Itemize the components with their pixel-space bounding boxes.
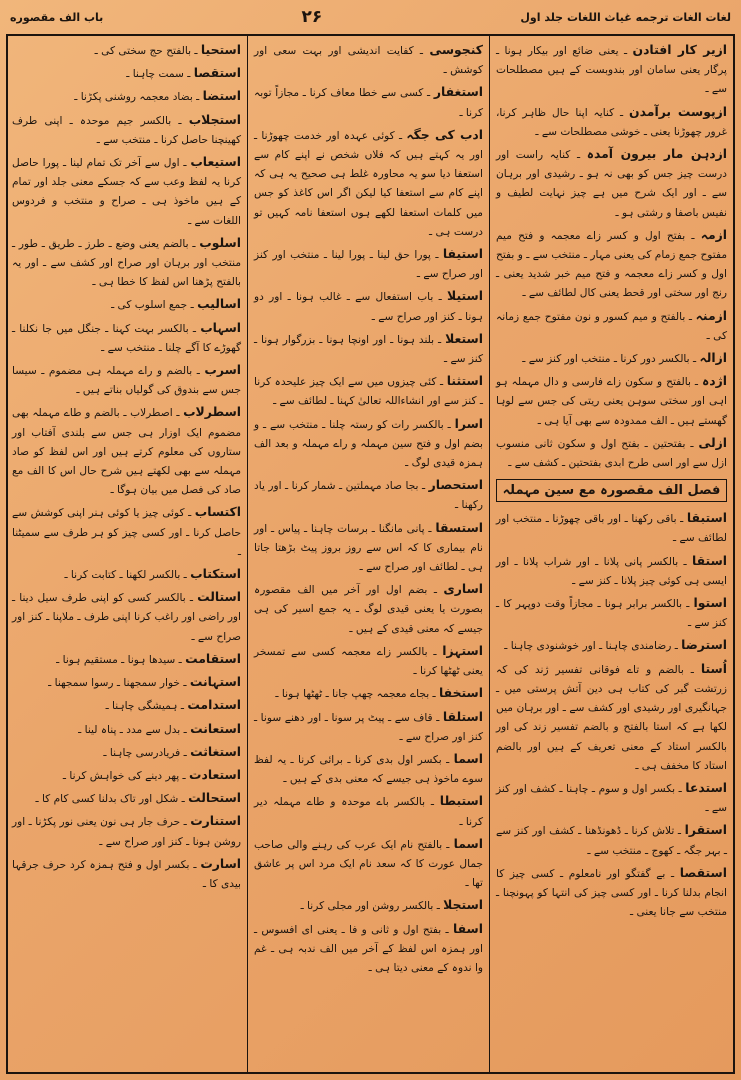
entry-definition: ـ بلند ہونا ـ اور اونچا ہونا ـ بزرگوار ہونا ـ کنز سے ـ — [254, 333, 483, 366]
entry-definition: ـ بجا صاد مہملتین ـ شمار کرنا ـ اور یاد رکھنا ـ — [254, 480, 483, 512]
entry-headword: اسما — [453, 750, 483, 766]
entry-headword: استثنا — [446, 373, 483, 389]
entry-headword: استرضا — [681, 637, 727, 653]
entry-definition: ـ پانی مانگنا ـ برسات چاہنا ـ پیاس ـ اور نام بیماری کا کہ اس سے روز بروز پیٹ بڑھتا جاتا ہی ـ لطائف اور صراح سے ـ — [254, 522, 483, 574]
entry-definition: ـ بالکسر رات کو رستہ چلنا ـ منتخب سے ـ و بضم اول و فتح سین مہملہ و راے مہملہ و بعد الف ہمزہ قیدی لوگ ـ — [254, 418, 483, 470]
entry-headword: اسلوب — [199, 234, 241, 250]
entry-headword: استقصا — [193, 65, 241, 81]
dictionary-entry — [12, 360, 241, 400]
entry-headword: اسما — [453, 835, 483, 851]
entry-definition: ـ بالفتح حج سختی کی ـ — [94, 45, 201, 57]
entry-definition: ـ اول سے آخر تک تمام لینا ـ پورا حاصل کرنا یہ لفظ وعب سے کہ جسکے معنی جلد اور تمام کے ہیں ماخوذ ہی ـ صراح و منتخب و فردوس اللغات سے ـ — [12, 157, 241, 227]
entry-headword: استحصار — [428, 477, 483, 493]
entry-headword: استدعا — [685, 779, 727, 795]
entry-headword: استہزا — [442, 642, 483, 658]
column-left — [6, 36, 247, 1072]
entry-definition: ـ پورا حق لینا ـ پورا لینا ـ منتخب اور کنز اور صراح سے ـ — [254, 249, 483, 281]
dictionary-entry — [254, 749, 483, 789]
entry-definition: ـ بالکسر روشن اور مجلی کرنا ـ — [300, 900, 444, 913]
entry-headword: اسرا — [454, 415, 483, 431]
entry-headword: استعلا — [445, 330, 483, 346]
dictionary-entry — [12, 719, 241, 740]
entry-headword: ازیر کار افتادن — [632, 42, 727, 57]
entry-headword: کنجوسی — [429, 42, 483, 57]
dictionary-entry — [12, 502, 241, 562]
entry-headword: ازدہن مار بیرون آمدہ — [586, 146, 727, 162]
entry-headword: استیعاب — [190, 154, 241, 170]
entry-definition: ـ بالکسر زاے معجمہ کسی سے تمسخر یعنی ٹھٹھا کرنا ـ — [254, 645, 483, 678]
entry-definition: ـ بفتحتین ـ بفتح اول و سکون ثانی منسوب ازل سے اور اسی طرح ابدی بفتحتین ـ کشف سے ـ — [496, 437, 727, 470]
entry-definition: ـ بفتح اول و ثانی و فا ـ یعنی ای افسوس ـ اور ہمزہ اس لفظ کے آخر میں الف ندبہ ہی ـ غم وا ندوہ کے معنی دیتا ہی ـ — [254, 923, 483, 974]
dictionary-entry — [12, 63, 241, 84]
dictionary-entry — [496, 863, 727, 923]
entry-definition: ـ باقی رکھنا ـ اور باقی چھوڑنا ـ منتخب اور لطائف سے ـ — [496, 513, 727, 545]
entry-definition: ـ خوار سمجھنا ـ رسوا سمجھنا ـ — [48, 677, 190, 690]
entry-definition: ـ کئی چیزوں میں سے ایک چیز علیحدہ کرنا ـ کنز سے اور انشاءاللہ تعالیٰ کہنا ـ لطائف سے ـ — [254, 376, 483, 408]
entry-definition: ـ بالکسر بہت کہنا ـ جنگل میں جا نکلنا ـ گھوڑے کا آگے چلنا ـ منتخب سے ـ — [12, 322, 241, 354]
entry-definition: ـ یعنی ضائع اور بیکار ہونا ـ پرگار یعنی سامان اور بندوبست کے ہیں مصطلحات سے ـ — [496, 45, 727, 96]
entry-headword: استضا — [202, 88, 241, 104]
entry-headword: ازمہ — [700, 226, 727, 242]
entry-headword: استبطا — [439, 793, 483, 809]
dictionary-entry — [254, 414, 483, 474]
entry-headword: استحیا — [200, 42, 241, 57]
dictionary-entry — [254, 707, 483, 747]
entry-headword: استقامت — [185, 650, 241, 666]
dictionary-entry — [254, 475, 483, 515]
dictionary-entry — [496, 659, 727, 776]
entry-headword: استکتاب — [190, 566, 241, 582]
entry-definition: ـ بالکسر جیم موحدہ ـ اپنی طرف کھینچنا حاصل کرنا ـ منتخب سے ـ — [12, 114, 241, 146]
entry-headword: استجلاب — [188, 111, 241, 127]
dictionary-entry — [496, 778, 727, 818]
dictionary-entry — [12, 564, 241, 585]
entry-definition: ـ بکسر اول و سوم ـ چاہنا ـ کشف اور کنز سے ـ — [496, 782, 727, 815]
entry-headword: ازمنہ — [695, 307, 727, 323]
page-frame — [6, 34, 735, 1074]
section-heading: فصل الف مقصورہ مع سین مہملہ — [496, 479, 727, 502]
entry-definition: ـ شکل اور تاک بدلنا کسی کام کا ـ — [35, 793, 189, 806]
dictionary-entry — [12, 110, 241, 150]
entry-definition: ـ بکسر اول و فتح ہمزہ کرد حرف جرقہا بیدی کا ـ — [12, 858, 241, 890]
entry-headword: اُستا — [700, 660, 727, 676]
dictionary-entry — [254, 683, 483, 704]
entry-definition: ـ بالکسر پانی پلانا ـ اور شراب پلانا ـ اور ایسی ہی کوئی چیز پلانا ـ کنز سے ـ — [496, 555, 727, 587]
entry-definition: ـ بالفتح نام ایک عرب کی رہنے والی صاحب جمال عورت کا کہ سعد نام ایک مرد اس پر عاشق تھا ـ — [254, 838, 483, 890]
entry-headword: استقرا — [684, 822, 727, 838]
dictionary-entry — [496, 225, 727, 304]
entry-definition: ـ رضامندی چاہنا ـ اور خوشنودی چاہنا ـ — [504, 640, 682, 653]
dictionary-entry — [254, 919, 483, 979]
dictionary-entry — [254, 125, 483, 242]
entry-headword: استنارت — [190, 813, 241, 829]
entry-headword: استغفار — [433, 84, 483, 100]
dictionary-entry — [12, 788, 241, 809]
entry-headword: اسارت — [200, 855, 241, 871]
entry-definition: ـ بالکسر کسی کو اپنی طرف سیل دینا ـ اور راضی اور راغب کرنا اپنی طرف ـ ملاپنا ـ کنز اور صراح سے ـ — [12, 592, 241, 643]
dictionary-entry — [12, 402, 241, 500]
entry-headword: اسالیب — [197, 296, 241, 312]
entry-definition: ـ ہمیشگی چاہنا ـ — [105, 700, 188, 713]
entry-headword: اکتساب — [194, 504, 241, 520]
dictionary-entry — [496, 508, 727, 548]
entry-definition: ـ بدل سے مدد ـ پناہ لینا ـ — [78, 723, 191, 736]
dictionary-entry — [12, 649, 241, 670]
entry-definition: ـ کوئی عہدہ اور خدمت چھوڑنا ـ اور یہ کہتے ہیں کہ فلاں شخص نے اپنے کام سے استعفا دیا سو یہ محاورہ غلط ہی صحیح یہ ہی کہ اپنے کام سے استعفا کیا لیکن اگر اس کاغذ کو جس میں کلمات استعفا لکھے ہوں استعفا نامہ کہیں تو درست ہی ـ — [254, 129, 483, 238]
page-number: ۲۶ — [301, 7, 323, 27]
entry-definition: ـ تلاش کرنا ـ ڈھونڈھنا ـ کشف اور کنز سے ـ بہر جگہ ـ کھوج ـ منتخب سے ـ — [496, 825, 727, 857]
dictionary-entry — [254, 641, 483, 681]
dictionary-entry — [254, 286, 483, 326]
dictionary-entry — [12, 587, 241, 647]
entry-headword: استعانت — [190, 720, 241, 736]
entry-definition: ـ فریادرسی چاہنا ـ — [103, 746, 191, 759]
dictionary-entry — [254, 579, 483, 639]
entry-headword: استخفا — [439, 685, 483, 701]
dictionary-entry — [496, 593, 727, 633]
entry-definition: ـ بالضم و تاے فوقانی تفسیر ژند کی کہ زرتشت گبر کی کتاب ہی دین آتش پرستی میں ـ جہانگیری اور رشیدی اور کشف سے ـ اور برہان میں لکھا ہے کہ استا بالفتح و بالضم تفسیر زند کی اور بالکسر استاد کے معنی تعریف کے ہیں اور بالضم استاد کا مخفف ہی ـ — [496, 663, 727, 772]
entry-headword: اسفا — [452, 920, 483, 936]
dictionary-entry — [12, 233, 241, 293]
entry-headword: استیلا — [447, 288, 483, 304]
entry-definition: ـ کفایت اندیشی اور بہت سعی اور کوشش ـ — [254, 45, 483, 77]
entry-headword: استبقا — [686, 510, 727, 526]
entry-headword: ازالہ — [699, 350, 727, 366]
dictionary-entry — [496, 433, 727, 473]
dictionary-entry — [12, 86, 241, 107]
dictionary-entry — [496, 40, 727, 100]
column-right — [489, 36, 733, 1072]
entry-headword: استوا — [693, 595, 727, 611]
entry-definition: ـ حرف جار ہی نون یعنی نور پکڑنا ـ اور روشن ہونا ـ کنز اور صراح سے ـ — [12, 816, 241, 848]
dictionary-entry — [254, 329, 483, 369]
dictionary-entry — [254, 244, 483, 284]
entry-definition: ـ سیدھا ہونا ـ مستقیم ہونا ـ — [56, 653, 186, 666]
dictionary-entry — [254, 40, 483, 80]
dictionary-entry — [496, 102, 727, 142]
dictionary-entry — [496, 820, 727, 860]
dictionary-entry — [12, 742, 241, 763]
entry-definition: ـ بفتح اول و کسر زاے معجمہ و فتح میم مفتوح جمع زمام کی یعنی مہار ـ منتخب سے ـ و بفتح اول و کسر زاے معجمہ و فتح میم خبر شدید یعنی ـ رنج اور سختی اور قحط یعنی کال لطائف سے ـ — [496, 229, 727, 300]
entry-definition: ـ کسی سے خطا معاف کرنا ـ مجازاً توبہ کرنا ـ — [254, 87, 483, 119]
entry-headword: اساری — [443, 581, 483, 597]
dictionary-entry — [12, 152, 241, 231]
dictionary-entry — [12, 854, 241, 894]
dictionary-entry — [496, 371, 727, 431]
entry-headword: استیفا — [442, 246, 483, 262]
entry-definition: ـ بالکسر برابر ہونا ـ مجازاً وقت دوپہر کا ـ کنز سے ـ — [496, 598, 727, 630]
entry-headword: اسہاب — [200, 319, 241, 335]
entry-headword: اسرب — [204, 362, 241, 378]
dictionary-entry — [12, 811, 241, 851]
entry-definition: ـ سمت چاہنا ـ — [126, 68, 194, 81]
entry-headword: استغاثت — [190, 743, 241, 759]
entry-definition: ـ بکسر اول بدی کرنا ـ برائی کرنا ـ یہ لفظ سوے ماخوذ ہی جیسے کہ معنی بدی کے ہیں ـ — [254, 753, 483, 786]
entry-definition: ـ قاف سے ـ پیٹ پر سونا ـ اور دھنے سونا ـ کنز اور صراح سے ـ — [254, 711, 483, 743]
dictionary-entry — [12, 294, 241, 315]
entry-headword: استالت — [197, 589, 241, 605]
dictionary-entry — [254, 791, 483, 831]
page-header — [4, 2, 737, 32]
entry-headword: استلقا — [442, 708, 483, 724]
entry-headword: استہانت — [189, 674, 241, 690]
dictionary-entry — [12, 318, 241, 358]
running-head-right: لغات الغات ترجمه غیاث اللغات جلد اول — [520, 10, 731, 24]
dictionary-entry — [254, 82, 483, 122]
dictionary-entry — [496, 635, 727, 656]
column-middle — [247, 36, 489, 1072]
entry-definition: ـ پھر دینے کی خواہش کرنا ـ — [62, 769, 190, 782]
entry-headword: استحالت — [188, 790, 241, 806]
entry-definition: ـ کوئی چیز یا کوئی ہنر اپنی کوشش سے حاصل کرنا ـ اور کسی چیز کو ہر طرف سے سمیٹنا ـ — [12, 507, 241, 558]
running-head-left: باب الف مقصوره — [10, 10, 104, 24]
entry-definition: ـ بالضم یعنی وضع ـ طرز ـ طریق ـ طور ـ منتخب اور برہان اور صراح اور کشف سے ـ اور یہ بالفتح پڑھنا اس لفظ کا خطا ہی ـ — [12, 237, 241, 289]
entry-headword: استعادت — [189, 766, 241, 782]
dictionary-entry — [254, 895, 483, 916]
entry-headword: اژدہ — [702, 373, 727, 389]
entry-headword: استجلا — [443, 897, 483, 913]
dictionary-entry — [12, 765, 241, 786]
entry-definition: ـ باب استفعال سے ـ غالب ہونا ـ اور دو ہونا ـ کنز اور صراح سے ـ — [254, 291, 483, 323]
entry-definition: ـ جمع اسلوب کی ـ — [111, 299, 198, 312]
entry-definition: ـ بجاے معجمہ چھپ جانا ـ ٹھٹھا ہونا ـ — [275, 688, 439, 701]
entry-definition: ـ بالفتح و سکون زاے فارسی و دال مہملہ ہو اہی اور سختی سوہن یعنی ریتی کی جس سے لوہا گھستے ہیں ـ الف ممدودہ سے بھی آیا ہی ـ — [496, 376, 727, 427]
entry-headword: استدامت — [187, 697, 241, 713]
entry-definition: ـ بالکسر باے موحدہ و طاے مہملہ دیر کرنا ـ — [254, 796, 483, 828]
dictionary-entry — [12, 672, 241, 693]
entry-headword: اسطرلاب — [183, 404, 241, 420]
entry-definition: ـ اصطرلاب ـ بالضم و طاے مہملہ بھی مضموم ایک اوزار ہی جس سے بلندی آفتاب اور ستاروں کی معلوم کرتے ہیں اور اس لفظ کو صاد مہملہ سے بھی لکھتے ہیں شرح حال اس کا الف مع صاد کی فصل میں بیان ہوگا ـ — [12, 407, 241, 497]
dictionary-entry — [254, 371, 483, 411]
entry-definition: ـ بالضم و راے مہملہ ہی مضموم ـ سیسا جس سے بندوق کی گولیاں بناتے ہیں ـ — [12, 365, 241, 397]
entry-definition: ـ بضاد معجمہ روشنی پکڑنا ـ — [74, 91, 203, 104]
entry-headword: استسقا — [435, 519, 483, 535]
entry-definition: ـ بالفتح و میم کسور و نون مفتوح جمع زمانہ کی ـ — [496, 310, 727, 342]
entry-definition: ـ بالکسر دور کرنا ـ منتخب اور کنز سے ـ — [522, 353, 700, 366]
dictionary-entry — [496, 551, 727, 591]
dictionary-entry — [254, 834, 483, 894]
dictionary-entry — [254, 518, 483, 578]
dictionary-entry — [496, 348, 727, 369]
entry-definition: ـ کنایہ راست اور درست چیز جس کو بھی نہ ہو ـ رشیدی اور برہان سے ـ اور ایک شرح میں ہے چیز نہایت لطیف و نفیس باصفا و رشتی ہو ـ — [496, 149, 727, 219]
entry-headword: استقصا — [679, 864, 727, 880]
entry-headword: ازپوست برآمدن — [629, 103, 727, 119]
entry-headword: ادب کی جگہ — [406, 126, 483, 142]
entry-definition: ـ بے گفتگو اور نامعلوم ـ کسی چیز کا انجام بدلنا کرنا ـ اور کسی چیز کی انتہا کو پہونچنا ـ منتخب سے جانا یعنی ـ — [496, 867, 727, 919]
dictionary-entry — [496, 306, 727, 346]
entry-headword: استقا — [691, 552, 727, 568]
dictionary-entry — [12, 695, 241, 716]
entry-headword: ازلی — [698, 434, 727, 450]
dictionary-entry — [12, 40, 241, 61]
entry-definition: ـ کنایہ اپنا حال ظاہر کرنا، غرور چھوڑنا یعنی ـ خوشی مصطلحات سے ـ — [496, 106, 727, 138]
entry-definition: ـ بضم اول اور آخر میں الف مقصورہ بصورت یا یعنی قیدی لوگ ـ یہ جمع اسیر کی ہی جیسے کہ معنی قیدی کے ہیں ـ — [254, 584, 483, 635]
entry-definition: ـ بالکسر لکھنا ـ کتابت کرنا ـ — [64, 569, 191, 582]
dictionary-entry — [496, 144, 727, 223]
